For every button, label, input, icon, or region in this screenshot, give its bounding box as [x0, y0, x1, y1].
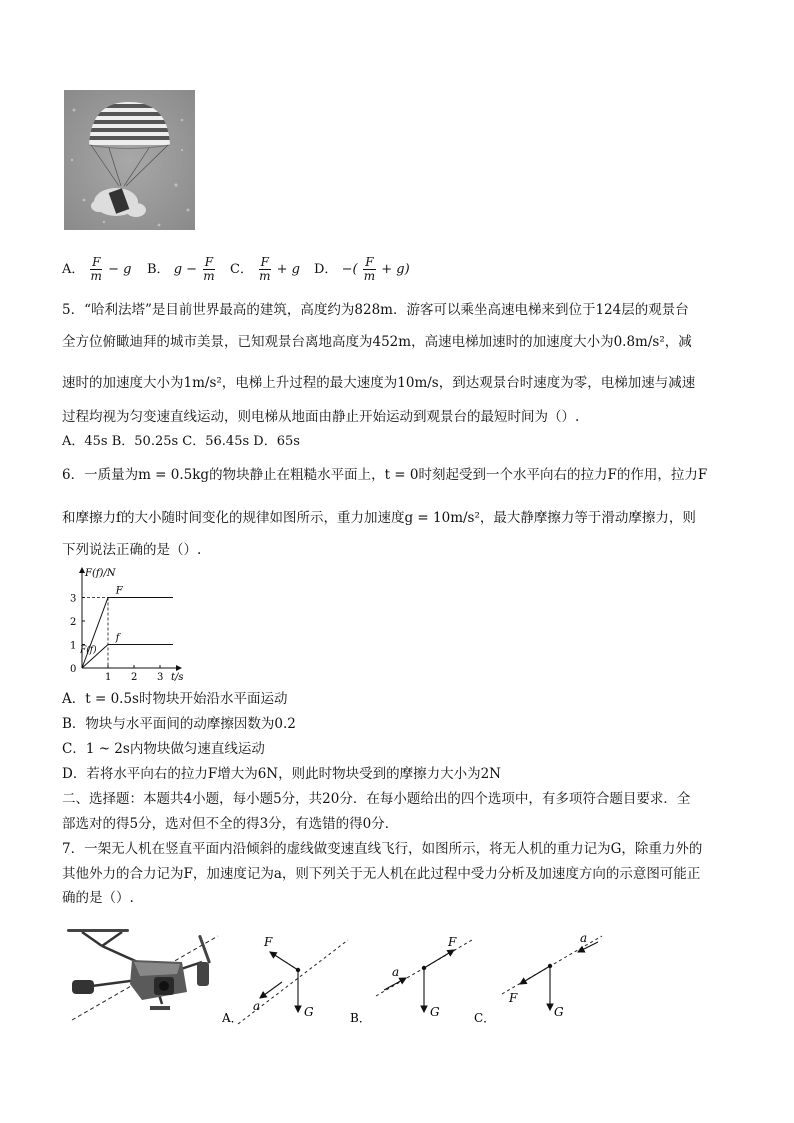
q6-option-c[interactable]: C．1 ~ 2s内物块做匀速直线运动	[62, 741, 265, 757]
q7c-G-label: G	[554, 1005, 564, 1019]
q7-diagram-c[interactable]	[474, 930, 606, 1026]
q7b-option-label: B．	[350, 1011, 371, 1025]
parachute-photo	[64, 90, 195, 230]
x-tick-label: 3	[157, 672, 164, 683]
q5-options[interactable]: A．45s B．50.25s C．56.45s D．65s	[62, 434, 300, 449]
q7a-option-label: A．	[222, 1011, 243, 1025]
q5-line-3: 速时的加速度大小为1m/s²，电梯上升过程的最大速度为10m/s，到达观景台时速度为零，电梯加速与减速	[62, 375, 696, 391]
q5-line-4: 过程均视为匀变速直线运动，则电梯从地面由静止开始运动到观景台的最短时间为（）.	[62, 409, 580, 425]
chart-annotation: F(f)	[80, 645, 97, 656]
q4-option-c[interactable]: C． $\frac{F}{m}$ + g	[230, 255, 300, 283]
q7b-F-label: F	[448, 935, 457, 949]
q6-line-3: 下列说法正确的是（）.	[62, 542, 202, 558]
series-f-label: f	[115, 632, 120, 644]
q7b-a-label: a	[392, 965, 400, 979]
origin-label: 0	[70, 664, 77, 675]
q4-option-a[interactable]: A． $\frac{F}{m}$ − g	[62, 255, 132, 283]
q5-line-2: 全方位俯瞰迪拜的城市美景，已知观景台离地高度为452m，高速电梯加速时的加速度大小为0.8m/s²，减	[62, 334, 692, 350]
q6-force-time-graph	[62, 562, 182, 686]
y-axis-label: F(f)/N	[85, 568, 116, 579]
q7c-a-label: a	[580, 931, 588, 945]
q4-option-d[interactable]: D． −( $\frac{F}{m}$ + g)	[314, 255, 410, 283]
series-F-line	[82, 598, 173, 669]
q4-option-b[interactable]: B． g − $\frac{F}{m}$	[147, 255, 215, 283]
q7c-F-label: F	[509, 991, 518, 1005]
y-tick-label: 1	[70, 640, 77, 652]
q7-line-1: 7．一架无人机在竖直平面内沿倾斜的虚线做变速直线飞行，如图所示，将无人机的重力记为G，除重力外的	[62, 841, 703, 857]
q7a-F-label: F	[264, 935, 273, 949]
q6-option-d[interactable]: D．若将水平向右的拉力F增大为6N，则此时物块受到的摩擦力大小为2N	[62, 766, 501, 782]
section2-heading-line-2: 部选对的得5分，选对但不全的得3分，有选错的得0分．	[62, 816, 399, 832]
section2-heading-line-1: 二、选择题：本题共4小题，每小题5分，共20分．在每小题给出的四个选项中，有多项符合题目要求．全	[62, 791, 691, 807]
q7-line-3: 确的是（）.	[62, 890, 134, 906]
x-tick-label: 1	[105, 672, 112, 683]
q7-diagram-b[interactable]	[350, 930, 476, 1026]
q7b-G-label: G	[430, 1005, 440, 1019]
x-tick-label: 2	[131, 672, 138, 683]
q7a-G-label: G	[304, 1005, 314, 1019]
y-tick-label: 2	[70, 617, 77, 628]
q7c-option-label: C．	[474, 1011, 496, 1025]
q6-line-1: 6．一质量为m = 0.5kg的物块静止在粗糙水平面上，t = 0时刻起受到一个水平向右的拉力F的作用，拉力F	[62, 467, 708, 483]
q4-options	[62, 248, 462, 282]
q6-option-a[interactable]: A．t = 0.5s时物块开始沿水平面运动	[62, 691, 288, 707]
q5-line-1: 5．“哈利法塔”是目前世界最高的建筑，高度约为828m．游客可以乘坐高速电梯来到位于124层的观景台	[62, 302, 689, 318]
q6-line-2: 和摩擦力f的大小随时间变化的规律如图所示，重力加速度g = 10m/s²，最大静摩擦力等于滑动摩擦力，则	[62, 510, 696, 526]
drone-image	[62, 922, 222, 1022]
q7-diagram-a[interactable]	[222, 930, 354, 1026]
q7-line-2: 其他外力的合力记为F，加速度记为a，则下列关于无人机在此过程中受力分析及加速度方向的示意图可能正	[62, 866, 701, 882]
y-tick-label: 3	[70, 593, 77, 605]
q6-option-b[interactable]: B．物块与水平面间的动摩擦因数为0.2	[62, 716, 296, 732]
x-axis-label: t/s	[171, 672, 184, 683]
series-F-label: F	[115, 585, 123, 597]
q7a-a-label: a	[253, 999, 261, 1013]
